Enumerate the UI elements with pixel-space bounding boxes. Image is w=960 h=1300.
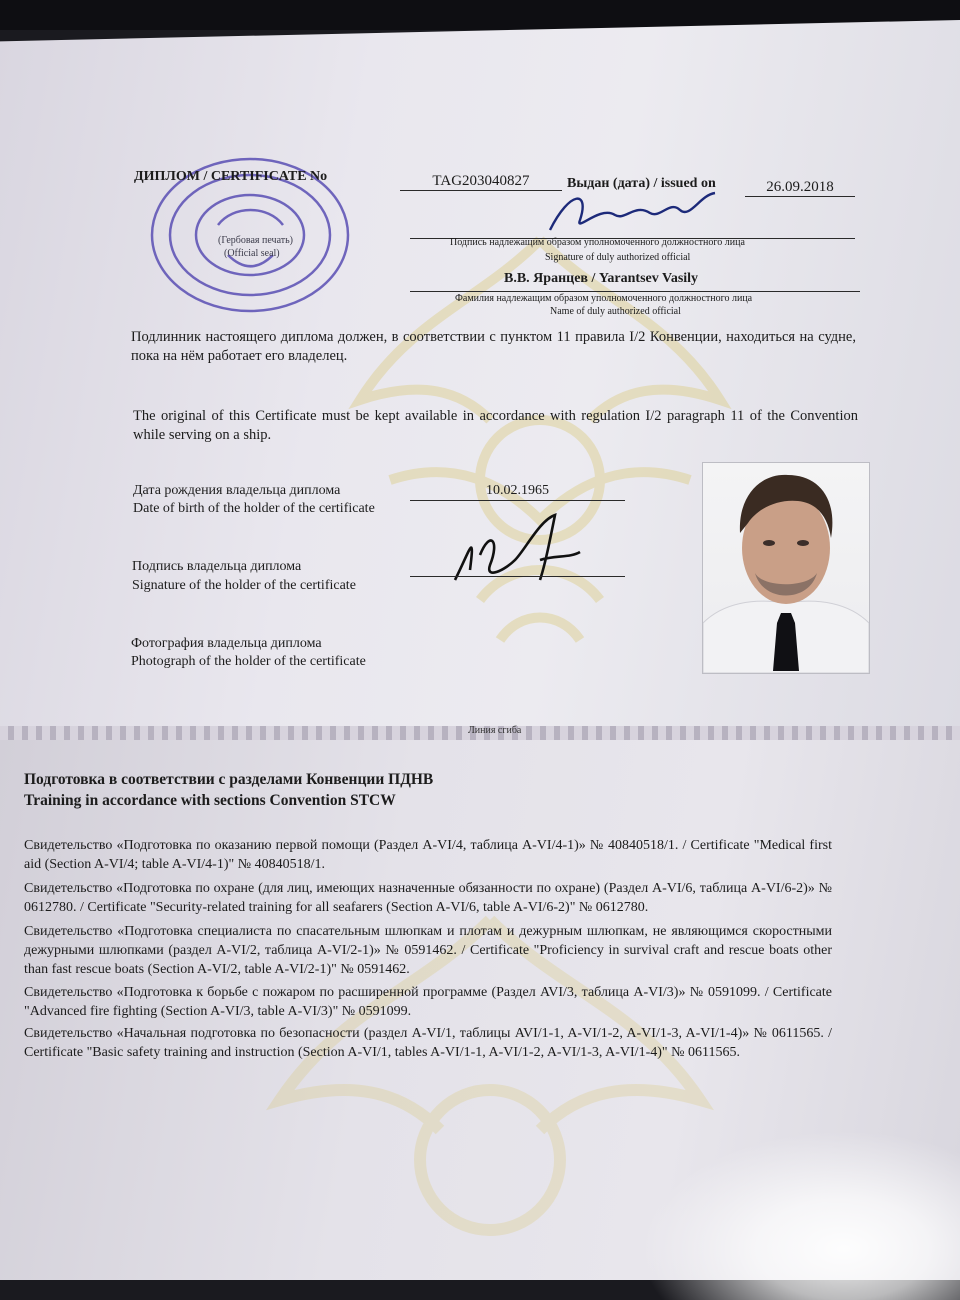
training-title-en: Training in accordance with sections Convention STCW [24,792,396,809]
issued-label: Выдан (дата) / issued on [567,176,716,191]
official-name-caption-en: Name of duly authorized official [550,306,681,317]
fold-label: Линия сгиба [468,725,522,736]
photo-label-en: Photograph of the holder of the certificate [131,654,366,669]
notice-en: The original of this Certificate must be kept available in accordance with regulation I/2 paragraph 11 of the Convention while serving on a ship. [133,408,858,443]
official-name-line [410,291,860,292]
dob-label-en: Date of birth of the holder of the certificate [133,501,375,516]
official-signature-icon [540,185,725,240]
training-item: Свидетельство «Подготовка по охране (для лиц, имеющих назначенные обязанности по охране) (Раздел A-VI/6, таблица A-VI/6-2)» № 0612780. / Certificate "Security-related training for all seafarers (Section A-VI/6, table A-VI/6-2)" № 0612780. [24,881,832,915]
official-signature-caption-en: Signature of duly authorized official [545,252,691,263]
dob-value: 10.02.1965 [410,482,625,501]
training-title-ru: Подготовка в соответствии с разделами Конвенции ПДНВ [24,771,434,788]
holder-signature-icon [445,510,585,592]
holder-signature-label-ru: Подпись владельца диплома [132,559,302,574]
training-item: Свидетельство «Подготовка специалиста по спасательным шлюпкам и плотам и дежурным шлюпкам, не являющимся скоростными дежурными шлюпками (раздел A-VI/2, таблица A-VI/2-1)» № 0591462. / Certificate "Proficiency in survival craft and rescue boats other than fast rescue boats (Section A-VI/2, table A-VI/2-1)" № 0591462. [24,924,832,977]
light-glare [640,1130,960,1300]
issued-date: 26.09.2018 [745,178,855,197]
official-signature-caption-ru: Подпись надлежащим образом уполномоченного должностного лица [450,237,745,248]
official-name: В.В. Яранцев / Yarantsev Vasily [504,271,699,286]
certificate-number: TAG203040827 [400,172,562,191]
training-item: Свидетельство «Начальная подготовка по безопасности (раздел A-VI/1, таблицы AVI/1-1, A-VI/1-2, A-VI/1-3, A-VI/1-4)» № 0611565. / Certificate "Basic safety training and instruction (Section A-VI/1, tables A-VI/1-1, A-VI/1-2, A-VI/1-3, A-VI/1-4)" № 0611565. [24,1026,832,1060]
holder-portrait-icon [703,463,869,673]
holder-photo [702,462,870,674]
seal-caption-ru: (Гербовая печать) [218,235,294,246]
photo-label-ru: Фотография владельца диплома [131,636,322,651]
holder-signature-label-en: Signature of the holder of the certificate [132,578,356,593]
official-name-caption-ru: Фамилия надлежащим образом уполномоченного должностного лица [455,293,753,304]
seal-caption-en: (Official seal) [224,248,280,259]
notice-ru: Подлинник настоящего диплома должен, в соответствии с пунктом 11 правила I/2 Конвенции, находиться на судне, пока на нём работает его владелец. [131,329,856,364]
certificate-label: ДИПЛОМ / CERTIFICATE No [134,169,328,184]
training-item: Свидетельство «Подготовка к борьбе с пожаром по расширенной программе (Раздел AVI/3, таблица A-VI/3)» № 0591099. / Certificate "Advanced fire fighting (Section A-VI/3, table A-VI/3)" № 0591099. [24,985,832,1019]
dob-label-ru: Дата рождения владельца диплома [133,483,341,498]
training-item: Свидетельство «Подготовка по оказанию первой помощи (Раздел A-VI/4, таблица A-VI/4-1)» № 40840518/1. / Certificate "Medical first aid (Section A-VI/4; table A-VI/4-1)" № 40840518/1. [24,838,832,872]
holder-signature-line [410,576,625,577]
